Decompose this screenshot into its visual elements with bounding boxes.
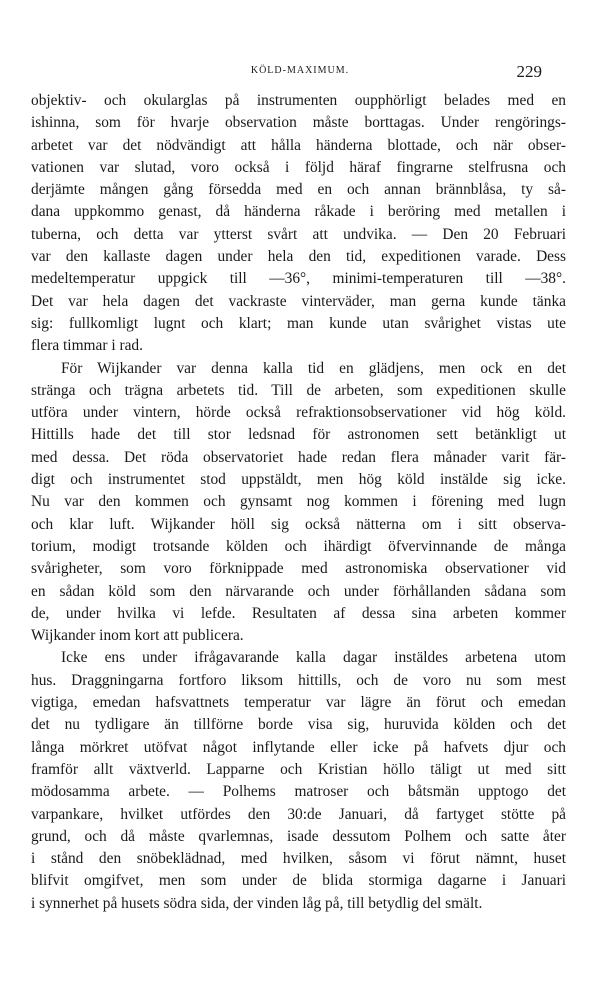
body-text	[31, 90, 566, 915]
paragraph	[31, 647, 566, 915]
text-line: de, under hvilka vi lefde. Resultaten af dessa sina arbeten kommer	[31, 604, 566, 622]
running-title: KÖLD-MAXIMUM.	[250, 65, 350, 76]
text-line: sig: fullkomligt lugnt och klart; man kunde utan svårighet vistas ute	[31, 314, 566, 332]
text-line: och klar luft. Wijkander höll sig också nätterna om i sitt observa-	[31, 515, 566, 533]
page-number: 229	[516, 62, 542, 81]
text-line: dana uppkommo genast, då händerna råkade i beröring med metallen i	[31, 203, 566, 221]
text-line: medeltemperatur uppgick till —36°, minimi-temperaturen till —38°.	[31, 270, 566, 288]
text-line: Icke ens under ifrågavarande kalla dagar instäldes arbetena utom	[61, 649, 566, 667]
text-line: långa mörkret utöfvat något inflytande eller icke på hafvets djur och	[31, 738, 566, 756]
running-head	[0, 62, 600, 82]
text-line: torium, modigt trotsande kölden och ihärdigt öfvervinnande de många	[31, 537, 566, 555]
text-line: i stånd den snöbeklädnad, med hvilken, såsom vi förut nämnt, huset	[31, 850, 566, 868]
text-line: objektiv- och okularglas på instrumenten oupphörligt belades med en	[31, 92, 566, 109]
text-line: en sådan köld som den närvarande och under förhållanden sådana som	[31, 582, 566, 600]
text-line: grund, och då måste qvarlemnas, isade dessutom Polhem och satte åter	[31, 827, 566, 845]
text-line: utföra under vintern, hörde också refraktionsobservationer vid hög köld.	[31, 404, 566, 422]
text-line: tuberna, och detta var ytterst svårt att undvika. — Den 20 Februari	[31, 225, 566, 243]
text-line: Hittills hade det till stor ledsnad för astronomen sett betänkligt ut	[31, 426, 566, 444]
text-line: vigtiga, emedan hafsvattnets temperatur var lägre än förut och emedan	[31, 694, 566, 712]
text-line: mödosamma arbete. — Polhems matroser och båtsmän upptogo det	[31, 783, 566, 801]
text-line: det nu tydligare än tillförne borde visa sig, huruvida kölden och det	[31, 716, 566, 734]
text-line: ishinna, som för hvarje observation måste borttagas. Under rengörings-	[31, 114, 566, 132]
text-line: i synnerhet på husets södra sida, der vinden låg på, till betydlig del smält.	[31, 894, 483, 912]
text-line: flera timmar i rad.	[31, 337, 143, 355]
text-line: framför allt växtverld. Lapparne och Kristian höllo täligt ut med sitt	[31, 760, 566, 778]
text-line: För Wijkander var denna kalla tid en glädjens, men ock en det	[61, 359, 566, 377]
text-line: Wijkander inom kort att publicera.	[31, 627, 244, 645]
text-line: Det var hela dagen det vackraste vinterväder, man gerna kunde tänka	[31, 292, 566, 310]
text-line: Nu var den kommen och gynsamt nog kommen i förening med lugn	[31, 493, 566, 511]
text-line: digt och instrumentet stod uppstäldt, men hög köld instälde sig icke.	[31, 471, 566, 489]
text-line: svårigheter, som voro förknippade med astronomiska observationer vid	[31, 560, 566, 578]
paragraph	[31, 90, 566, 358]
text-line: hus. Draggningarna fortforo liksom hittills, och de voro nu som mest	[31, 671, 566, 689]
paragraph	[31, 358, 566, 648]
text-line: derjämte mången gång försedda med en och annan brännblåsa, ty så-	[31, 181, 566, 199]
text-line: blifvit omgifvet, men som under de blida stormiga dagarne i Januari	[31, 872, 566, 890]
text-line: varpankare, hvilket utfördes den 30:de Januari, då fartyget stötte på	[31, 805, 566, 823]
text-line: arbetet var det nödvändigt att hålla händerna blottade, och när obser-	[31, 136, 566, 154]
text-line: var den kallaste dagen under hela den tid, expeditionen varade. Dess	[31, 248, 566, 266]
text-line: stränga och trägna arbetets tid. Till de arbeten, som expeditionen skulle	[31, 381, 566, 399]
text-line: vationen var slutad, voro också i följd häraf fingrarne stelfrusna och	[31, 158, 566, 176]
text-line: med dessa. Det röda observatoriet hade redan flera månader varit fär-	[31, 448, 566, 466]
